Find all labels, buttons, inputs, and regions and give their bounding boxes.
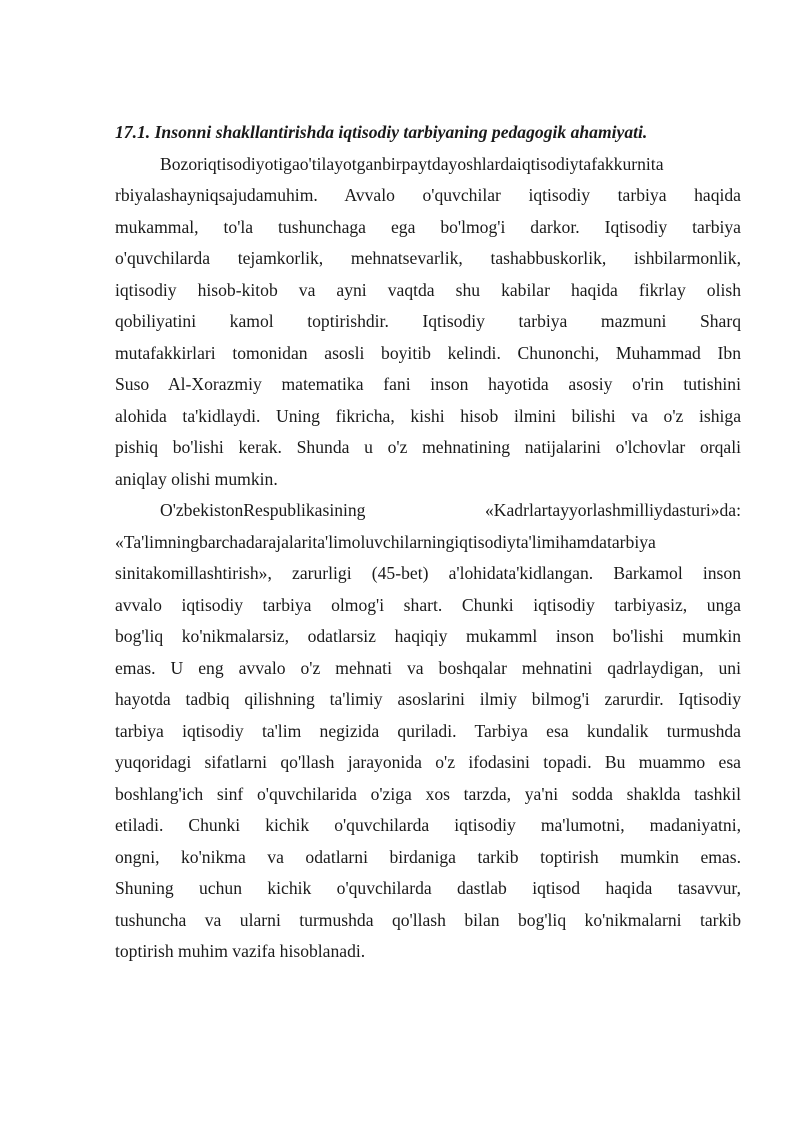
paragraph-1 [115,149,741,496]
text-line: mukammal, to'la tushunchaga ega bo'lmog'i darkor. Iqtisodiy tarbiya [115,216,741,237]
text-line: yuqoridagi sifatlarni qo'llash jarayonida o'z ifodasini topadi. Bu muammo esa [115,752,741,772]
text-line: sinitakomillashtirish», zarurligi (45-bet) a'lohidata'kidlangan. Barkamol inson [115,563,741,583]
text-line: alohida ta'kidlaydi. Uning fikricha, kishi hisob ilmini bilishi va o'z ishiga [115,405,741,426]
text-line: pishiq bo'lishi kerak. Shunda u o'z mehnatining natijalarini o'lchovlar orqali [115,437,741,457]
paragraph-2 [115,495,741,968]
text-line: rbiyalashayniqsajudamuhim. Avvalo o'quvchilar iqtisodiy tarbiya haqida [115,185,741,205]
text-line: O'zbekistonRespublikasining «Kadrlartayyorlashmilliydasturi»da: [160,500,741,520]
text-line: ongni, ko'nikma va odatlarni birdaniga tarkib toptirish mumkin emas. [115,846,741,867]
text-line: o'quvchilarda tejamkorlik, mehnatsevarlik, tashabbuskorlik, ishbilarmonlik, [115,248,741,268]
text-line: emas. U eng avvalo o'z mehnati va boshqalar mehnatini qadrlaydigan, uni [115,657,741,678]
section-heading: 17.1. Insonni shakllantirishda iqtisodiy tarbiyaning pedagogik ahamiyati. [115,122,648,142]
text-line: qobiliyatini kamol toptirishdir. Iqtisodiy tarbiya mazmuni Sharq [115,311,741,331]
text-line: «Ta'limningbarchadarajalarita'limoluvchilarningiqtisodiyta'limihamdatarbiya [115,531,656,552]
text-line: boshlang'ich sinf o'quvchilarida o'ziga xos tarzda, ya'ni sodda shaklda tashkil [115,783,741,804]
text-line: iqtisodiy hisob-kitob va ayni vaqtda shu kabilar haqida fikrlay olish [115,279,741,300]
text-line: aniqlay olishi mumkin. [115,468,278,489]
text-line: avvalo iqtisodiy tarbiya olmog'i shart. Chunki iqtisodiy tarbiyasiz, unga [115,594,741,615]
text-line: toptirish muhim vazifa hisoblanadi. [115,941,366,961]
text-line: hayotda tadbiq qilishning ta'limiy asoslarini ilmiy bilmog'i zarurdir. Iqtisodiy [115,689,741,709]
text-line: Shuning uchun kichik o'quvchilarda dastlab iqtisod haqida tasavvur, [115,878,741,898]
text-line: tarbiya iqtisodiy ta'lim negizida quriladi. Tarbiya esa kundalik turmushda [115,720,741,741]
text-line: tushuncha va ularni turmushda qo'llash bilan bog'liq ko'nikmalarni tarkib [115,909,741,930]
document-body [115,117,741,968]
text-line: Suso Al-Xorazmiy matematika fani inson hayotida asosiy o'rin tutishini [115,374,741,394]
text-line: etiladi. Chunki kichik o'quvchilarda iqtisodiy ma'lumotni, madaniyatni, [115,815,741,835]
text-line: Bozoriqtisodiyotigao'tilayotganbirpaytdayoshlardaiqtisodiytafakkurnita [160,153,664,174]
text-line: mutafakkirlari tomonidan asosli boyitib kelindi. Chunonchi, Muhammad Ibn [115,342,741,363]
text-line: bog'liq ko'nikmalarsiz, odatlarsiz haqiqiy mukamml inson bo'lishi mumkin [115,626,741,646]
